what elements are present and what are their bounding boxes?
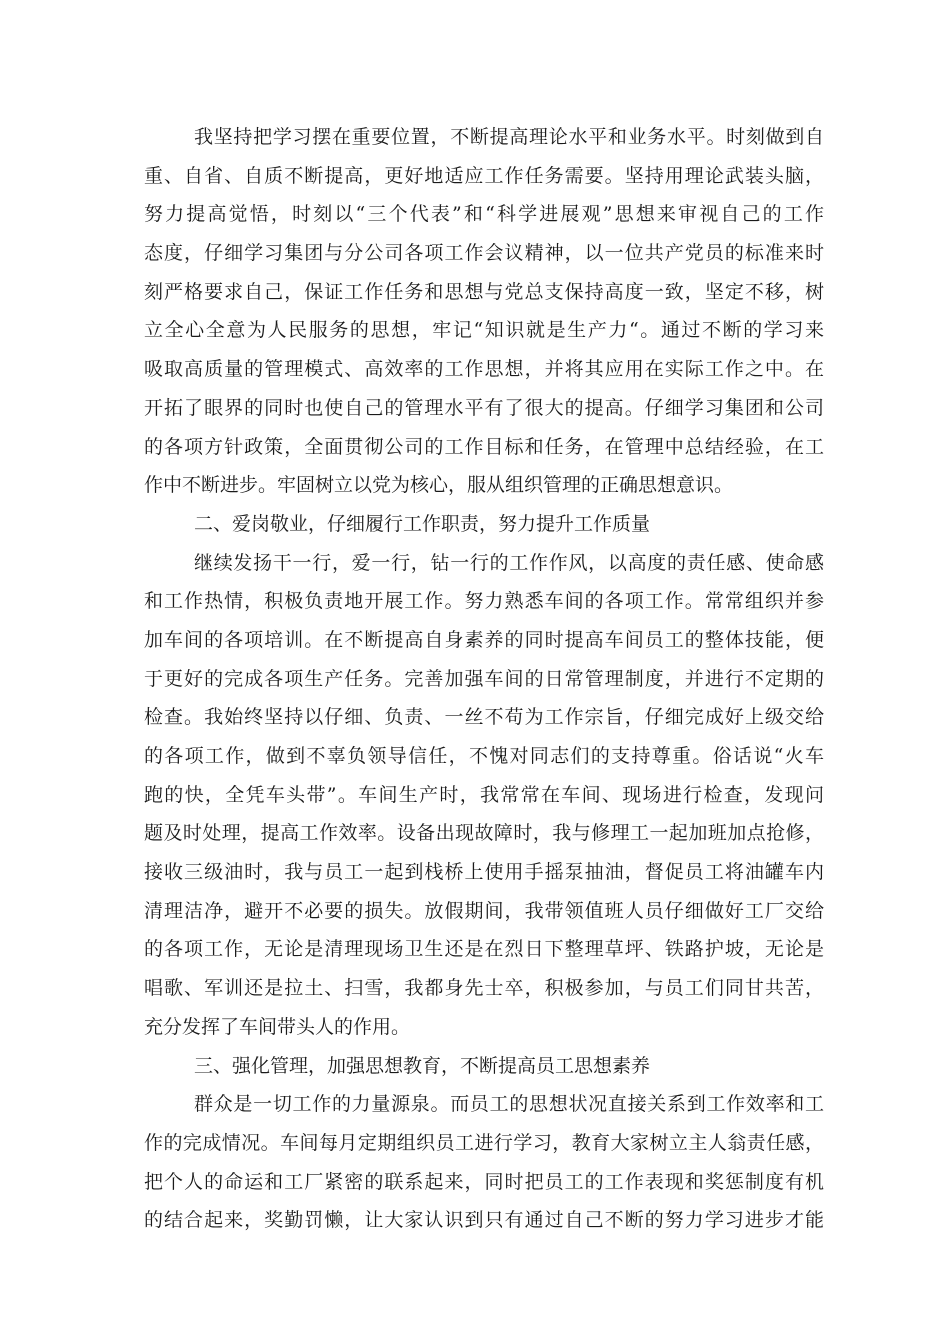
paragraph-line: 充分发挥了车间带头人的作用。 [144, 1015, 411, 1038]
paragraph-line: 于更好的完成各项生产任务。完善加强车间的日常管理制度，并进行不定期的 [144, 667, 824, 690]
paragraph-line: 立全心全意为人民服务的思想，牢记“知识就是生产力“。通过不断的学习来 [144, 319, 824, 342]
paragraph-line: 重、自省、自质不断提高，更好地适应工作任务需要。坚持用理论武装头脑， [144, 164, 824, 187]
paragraph-line: 加车间的各项培训。在不断提高自身素养的同时提高车间员工的整体技能，便 [144, 628, 824, 651]
paragraph-line: 作中不断进步。牢固树立以党为核心，服从组织管理的正确思想意识。 [144, 474, 734, 497]
paragraph-line: 的各项工作，做到不辜负领导信任，不愧对同志们的支持尊重。俗话说“火车 [144, 745, 824, 767]
paragraph-line: 继续发扬干一行，爱一行，钻一行的工作作风，以高度的责任感、使命感 [194, 551, 824, 574]
paragraph-line: 把个人的命运和工厂紧密的联系起来，同时把员工的工作表现和奖惩制度有机 [144, 1170, 824, 1193]
paragraph-line: 的结合起来，奖勤罚懒，让大家认识到只有通过自己不断的努力学习进步才能 [144, 1209, 824, 1232]
section-heading: 二、爱岗敬业，仔细履行工作职责，努力提升工作质量 [194, 512, 651, 535]
paragraph-line: 的各项工作，无论是清理现场卫生还是在烈日下整理草坪、铁路护坡，无论是 [144, 938, 824, 961]
paragraph-line: 努力提高觉悟，时刻以“三个代表”和“科学进展观”思想来审视自己的工作 [144, 203, 824, 226]
paragraph-line: 开拓了眼界的同时也使自己的管理水平有了很大的提高。仔细学习集团和公司 [144, 396, 824, 419]
paragraph-line: 跑的快，全凭车头带”。车间生产时，我常常在车间、现场进行检查，发现问 [144, 783, 824, 806]
document-body [144, 118, 824, 1240]
paragraph-line: 刻严格要求自己，保证工作任务和思想与党总支保持高度一致，坚定不移，树 [144, 280, 824, 303]
paragraph-line: 态度，仔细学习集团与分公司各项工作会议精神，以一位共产党员的标准来时 [144, 242, 824, 265]
paragraph-line: 题及时处理，提高工作效率。设备出现故障时，我与修理工一起加班加点抢修， [144, 822, 824, 845]
paragraph-line: 和工作热情，积极负责地开展工作。努力熟悉车间的各项工作。常常组织并参 [144, 590, 824, 613]
paragraph-line: 吸取高质量的管理模式、高效率的工作思想，并将其应用在实际工作之中。在 [144, 358, 824, 381]
paragraph-line: 的各项方针政策，全面贯彻公司的工作目标和任务，在管理中总结经验，在工 [144, 435, 824, 458]
paragraph-line: 作的完成情况。车间每月定期组织员工进行学习，教育大家树立主人翁责任感， [144, 1131, 824, 1154]
paragraph-line: 接收三级油时，我与员工一起到栈桥上使用手摇泵抽油，督促员工将油罐车内 [144, 861, 824, 884]
paragraph-line: 检查。我始终坚持以仔细、负责、一丝不苟为工作宗旨，仔细完成好上级交给 [144, 706, 824, 729]
section-heading: 三、强化管理，加强思想教育，不断提高员工思想素养 [194, 1054, 651, 1077]
paragraph-line: 清理洁净，避开不必要的损失。放假期间，我带领值班人员仔细做好工厂交给 [144, 899, 824, 922]
paragraph-line: 我坚持把学习摆在重要位置，不断提高理论水平和业务水平。时刻做到自 [194, 126, 824, 148]
paragraph-line: 唱歌、军训还是拉土、扫雪，我都身先士卒，积极参加，与员工们同甘共苦， [144, 977, 824, 1000]
paragraph-line: 群众是一切工作的力量源泉。而员工的思想状况直接关系到工作效率和工 [194, 1093, 824, 1116]
